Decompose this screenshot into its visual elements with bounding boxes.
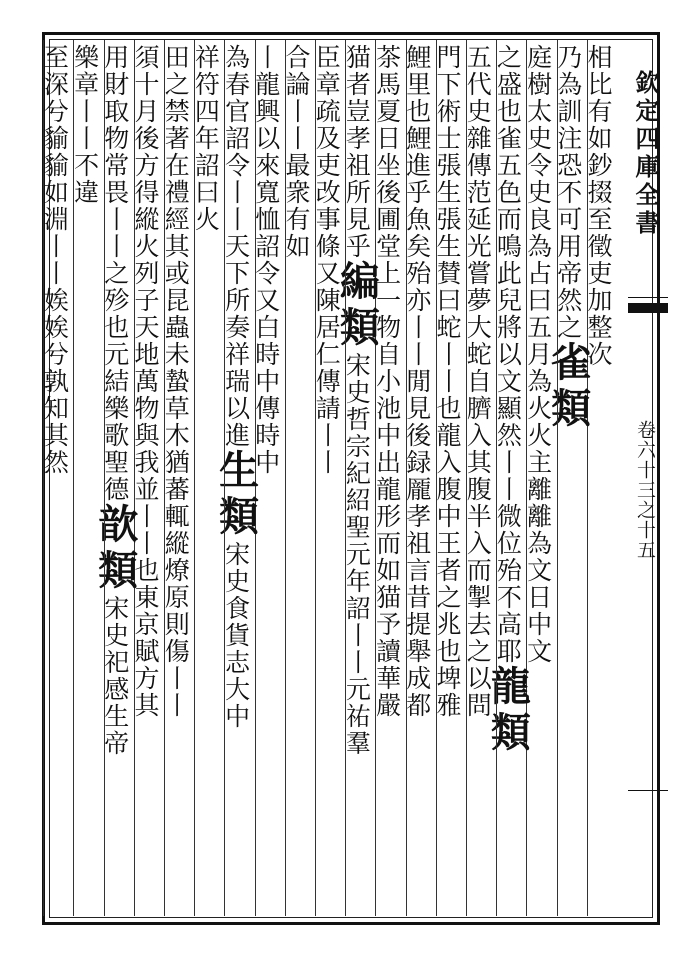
column-text: 之盛也雀五色而鳴此兒將以文顯然丨丨微位殆不高耶 — [493, 44, 523, 665]
column-rule — [406, 40, 407, 916]
text-column-11 — [281, 44, 314, 912]
text-column-10 — [312, 44, 344, 912]
column-text: 田之禁著在禮經其或昆蟲未蟄草木猶蕃輒縱燎原則傷丨丨 — [161, 44, 191, 719]
category-heading: 龍類 — [484, 665, 532, 757]
column-text: 猫者豈孝祖所見乎 — [342, 44, 372, 260]
text-column-1 — [583, 44, 616, 912]
column-text: 茶馬夏日坐後圃堂上一物自小池中出龍形而如猫予讀華嚴 — [372, 44, 402, 719]
column-rule — [526, 40, 527, 916]
text-column-5 — [463, 44, 495, 912]
column-text: 門下術士張生張生賛曰蛇丨丨也龍入腹中王者之兆也埤雅 — [432, 44, 462, 719]
category-heading: 雀類 — [544, 341, 592, 433]
column-text: 相比有如鈔掇至徵吏加整次 — [583, 44, 613, 368]
column-text: 須十月後方得縱火列子天地萬物與我並丨丨也東京賦方其 — [130, 44, 160, 719]
column-rule — [345, 40, 346, 916]
spine-title: 欽定四庫全書 — [631, 70, 660, 238]
column-text: 庭樹太史令史良為占曰五月為火火主離離為文日中文 — [523, 44, 553, 665]
column-text: 鯉里也鯉進乎魚矣殆亦丨丨閒見後録龎孝祖言昔提舉成都 — [402, 44, 432, 719]
column-rule — [496, 40, 497, 916]
column-text: 五代史雜傳范延光嘗夢大蛇自臍入其腹半入而掣去之以問 — [463, 44, 493, 719]
column-text: 宋史哲宗紀紹聖元年詔丨丨元祐羣 — [342, 352, 372, 757]
text-column-15 — [161, 44, 193, 912]
text-column-9 — [333, 44, 381, 912]
text-column-16 — [130, 44, 163, 912]
column-rule — [587, 40, 588, 916]
column-rule — [466, 40, 467, 916]
column-rule — [436, 40, 437, 916]
fishtail-rule-top — [628, 297, 668, 298]
category-heading: 歆類 — [91, 503, 139, 595]
column-rule — [315, 40, 316, 916]
column-rule — [194, 40, 195, 916]
column-rule — [557, 40, 558, 916]
text-column-19 — [40, 44, 72, 912]
column-text: 臣章疏及吏改事條又陳居仁傳請丨丨 — [312, 44, 342, 476]
column-text: 祥符四年詔曰火 — [191, 44, 221, 233]
text-column-8 — [372, 44, 404, 912]
column-rule — [375, 40, 376, 916]
text-column-6 — [432, 44, 465, 912]
column-text: 宋史祀感生帝 — [100, 595, 130, 757]
text-column-4 — [484, 44, 532, 912]
column-text: 宋史食貨志大中 — [221, 541, 251, 730]
category-heading: 編類 — [333, 260, 381, 352]
column-rule — [73, 40, 74, 916]
column-rule — [164, 40, 165, 916]
scan-top-edge — [0, 0, 693, 8]
text-column-2 — [544, 44, 592, 912]
text-column-18 — [70, 44, 102, 912]
text-column-12 — [251, 44, 284, 912]
text-column-3 — [523, 44, 555, 912]
column-text: 合論丨丨最衆有如 — [281, 44, 311, 260]
column-text: 用財取物常畏丨丨之殄也元結樂歌聖德 — [100, 44, 130, 503]
text-column-13 — [212, 44, 260, 912]
column-rule — [285, 40, 286, 916]
column-rule — [104, 40, 105, 916]
text-column-17 — [91, 44, 139, 912]
spine-volume: 卷六十三之十五 — [634, 420, 656, 560]
column-rule — [224, 40, 225, 916]
column-text: 至深兮貐貐如淵丨丨娭娭兮孰知其然 — [40, 44, 70, 476]
fishtail-mark-top — [628, 303, 668, 313]
column-text: 樂章丨丨不違 — [70, 44, 100, 206]
text-column-14 — [191, 44, 223, 912]
fishtail-rule-bottom — [628, 790, 668, 791]
column-rule — [43, 40, 44, 916]
category-heading: 生類 — [212, 449, 260, 541]
column-rule — [134, 40, 135, 916]
text-column-7 — [402, 44, 435, 912]
column-text: 丨龍興以來寬恤詔令又白時中傳時中 — [251, 44, 281, 476]
column-text: 為春官詔令丨丨天下所奏祥瑞以進 — [221, 44, 251, 449]
column-text: 乃為訓注恐不可用帝然之 — [553, 44, 583, 341]
